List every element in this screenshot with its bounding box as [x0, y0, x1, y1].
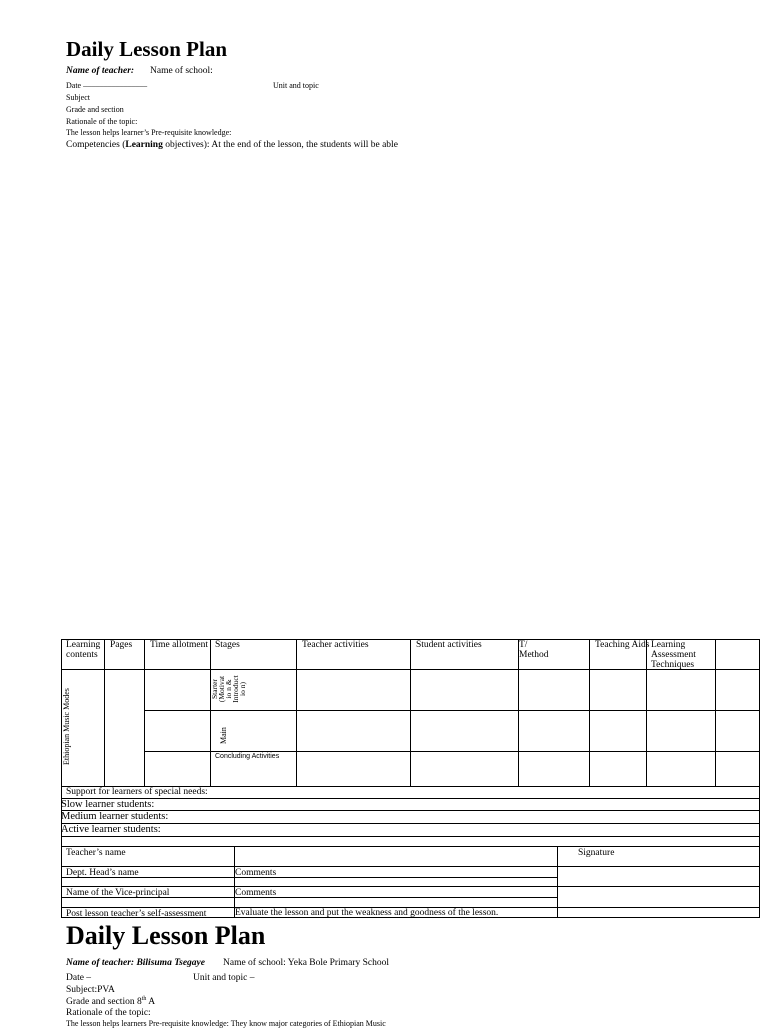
page2-date-label: Date –	[66, 973, 92, 983]
stage-starter-line1: Starter	[210, 679, 219, 699]
competencies-bold: Learning	[125, 140, 163, 150]
header-stages: Stages	[215, 640, 240, 650]
header-pages: Pages	[110, 640, 133, 650]
header-learning-contents-line1: Learning	[66, 640, 101, 650]
stage-starter-line4: Introduct	[231, 675, 240, 703]
page2-title: Daily Lesson Plan	[66, 921, 266, 950]
slow-learner-label: Slow learner students:	[61, 799, 155, 810]
lesson-helps-label: The lesson helps learner’s Pre-requisite knowledge:	[66, 128, 232, 137]
header-assessment	[651, 640, 696, 670]
header-t-method-line2: Method	[519, 650, 549, 660]
page2-unit-label: Unit and topic –	[193, 973, 255, 983]
school-label: Name of school:	[150, 66, 213, 76]
stage-starter-line5: io n)	[238, 682, 247, 696]
header-teacher-activities: Teacher activities	[302, 640, 369, 650]
header-t-method-line1: T/	[519, 640, 528, 650]
teacher-name-label: Teacher’s name	[66, 848, 126, 858]
page2-grade-sup: th	[141, 996, 147, 1002]
header-teaching-aids: Teaching Aids	[595, 640, 650, 650]
page-title: Daily Lesson Plan	[66, 37, 228, 61]
date-label: Date ––––––––––––––––	[66, 81, 148, 90]
comments-2-label: Comments	[235, 888, 277, 898]
page2-grade-prefix: Grade and section 8	[66, 997, 142, 1008]
grade-label: Grade and section	[66, 105, 124, 114]
page2-school-label: Name of school: Yeka Bole Primary School	[223, 958, 389, 968]
page2-grade-label	[66, 996, 155, 1007]
page2-lesson-helps: The lesson helps learners Pre-requisite knowledge: They know major categories of Ethiopian Music	[66, 1019, 386, 1028]
header-t-method	[519, 640, 549, 660]
dept-head-label: Dept. Head’s name	[66, 868, 139, 878]
header-learning-contents-line2: contents	[66, 650, 98, 660]
page2-subject-label: Subject:PVA	[66, 985, 115, 995]
header-learning-contents	[66, 640, 100, 660]
subject-label: Subject	[66, 93, 90, 102]
rationale-label: Rationale of the topic:	[66, 117, 138, 126]
header-assessment-line1: Learning	[651, 640, 686, 650]
teacher-label: Name of teacher:	[66, 66, 135, 76]
page2-grade-suffix: A	[146, 997, 156, 1008]
support-label: Support for learners of special needs:	[66, 787, 208, 797]
medium-learner-label: Medium learner students:	[61, 811, 169, 822]
header-assessment-line2: Assessment	[651, 650, 696, 660]
comments-1-label: Comments	[235, 868, 277, 878]
stage-starter	[211, 672, 246, 706]
stage-main: Main	[219, 727, 228, 744]
active-learner-label: Active learner students:	[61, 824, 161, 835]
competencies-prefix: Competencies (	[66, 140, 126, 150]
unit-label: Unit and topic	[273, 81, 319, 90]
signature-label: Signature	[578, 848, 615, 858]
evaluate-text: Evaluate the lesson and put the weakness and goodness of the lesson.	[235, 908, 499, 918]
page2-teacher-label: Name of teacher: Bilisuma Tsegaye	[66, 958, 205, 968]
stage-starter-line3: io n &	[224, 679, 233, 699]
header-time-allotment: Time allotment	[150, 640, 208, 650]
stage-concluding: Concluding Activities	[215, 753, 280, 760]
vice-principal-label: Name of the Vice-principal	[66, 888, 170, 898]
learning-content-value: Ethiopian Music Modes	[62, 688, 71, 765]
self-assessment-label: Post lesson teacher’s self-assessment	[66, 909, 207, 919]
competencies-line	[66, 140, 398, 150]
competencies-suffix: objectives): At the end of the lesson, the students will be able	[162, 140, 398, 150]
header-assessment-line3: Techniques	[651, 660, 695, 670]
header-student-activities: Student activities	[416, 640, 482, 650]
stage-starter-line2: (Motivat	[217, 675, 226, 703]
page2-rationale-label: Rationale of the topic:	[66, 1008, 151, 1018]
